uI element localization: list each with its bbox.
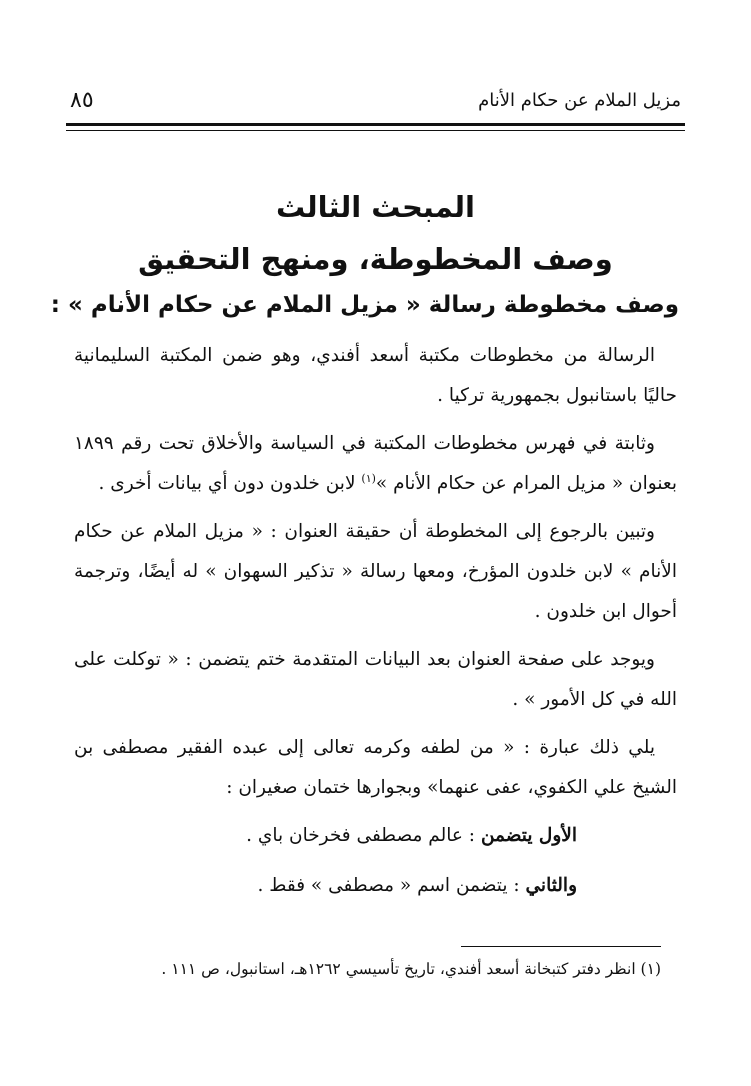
seal-item-2-text: : يتضمن اسم « مصطفى » فقط . (257, 875, 526, 896)
running-header (70, 90, 681, 118)
description-heading: وصف مخطوطة رسالة « مزيل الملام عن حكام الأنام » : (50, 292, 679, 318)
page-number: ٨٥ (70, 88, 94, 113)
paragraph-2-text: وثابتة في فهرس مخطوطات المكتبة في السياسة والأخلاق تحت رقم ١٨٩٩ بعنوان « مزيل المرام عن حكام الأنام » (74, 433, 677, 494)
paragraph-2-text-end: لابن خلدون دون أي بيانات أخرى . (98, 473, 362, 494)
body-text (74, 336, 677, 916)
paragraph-2 (74, 424, 677, 504)
footnote-reference: (١) (361, 471, 376, 485)
header-rule-thin (66, 130, 685, 131)
paragraph-5: يلي ذلك عبارة : « من لطفه وكرمه تعالى إلى عبده الفقير مصطفى بن الشيخ علي الكفوي، عفى عنهما» وبجوارها ختمان صغيران : (74, 737, 677, 798)
paragraph-1: الرسالة من مخطوطات مكتبة أسعد أفندي، وهو ضمن المكتبة السليمانية حاليًا باستانبول بجمهورية تركيا . (74, 345, 677, 406)
section-subtitle: وصف المخطوطة، ومنهج التحقيق (138, 242, 613, 276)
section-heading: المبحث الثالث (276, 190, 475, 224)
seal-item-1 (74, 816, 577, 856)
seal-item-1-label: الأول يتضمن (480, 825, 577, 846)
running-header-title: مزيل الملام عن حكام الأنام (478, 90, 681, 111)
seal-item-2 (74, 866, 577, 906)
footnote-rule (461, 946, 661, 947)
seal-item-2-label: والثاني (525, 875, 577, 896)
footnote: (١) انظر دفتر كتبخانة أسعد أفندي، تاريخ تأسيسي ١٢٦٢هـ، استانبول، ص ١١١ . (161, 960, 661, 978)
header-rule-thick (66, 123, 685, 126)
paragraph-3: وتبين بالرجوع إلى المخطوطة أن حقيقة العنوان : « مزيل الملام عن حكام الأنام » لابن خلدون المؤرخ، ومعها رسالة « تذكير السهوان » له أيضًا، وترجمة أحوال ابن خلدون . (74, 521, 677, 622)
seal-item-1-text: : عالم مصطفى فخرخان باي . (246, 825, 481, 846)
paragraph-4: ويوجد على صفحة العنوان بعد البيانات المتقدمة ختم يتضمن : « توكلت على الله في كل الأمور » . (74, 649, 677, 710)
